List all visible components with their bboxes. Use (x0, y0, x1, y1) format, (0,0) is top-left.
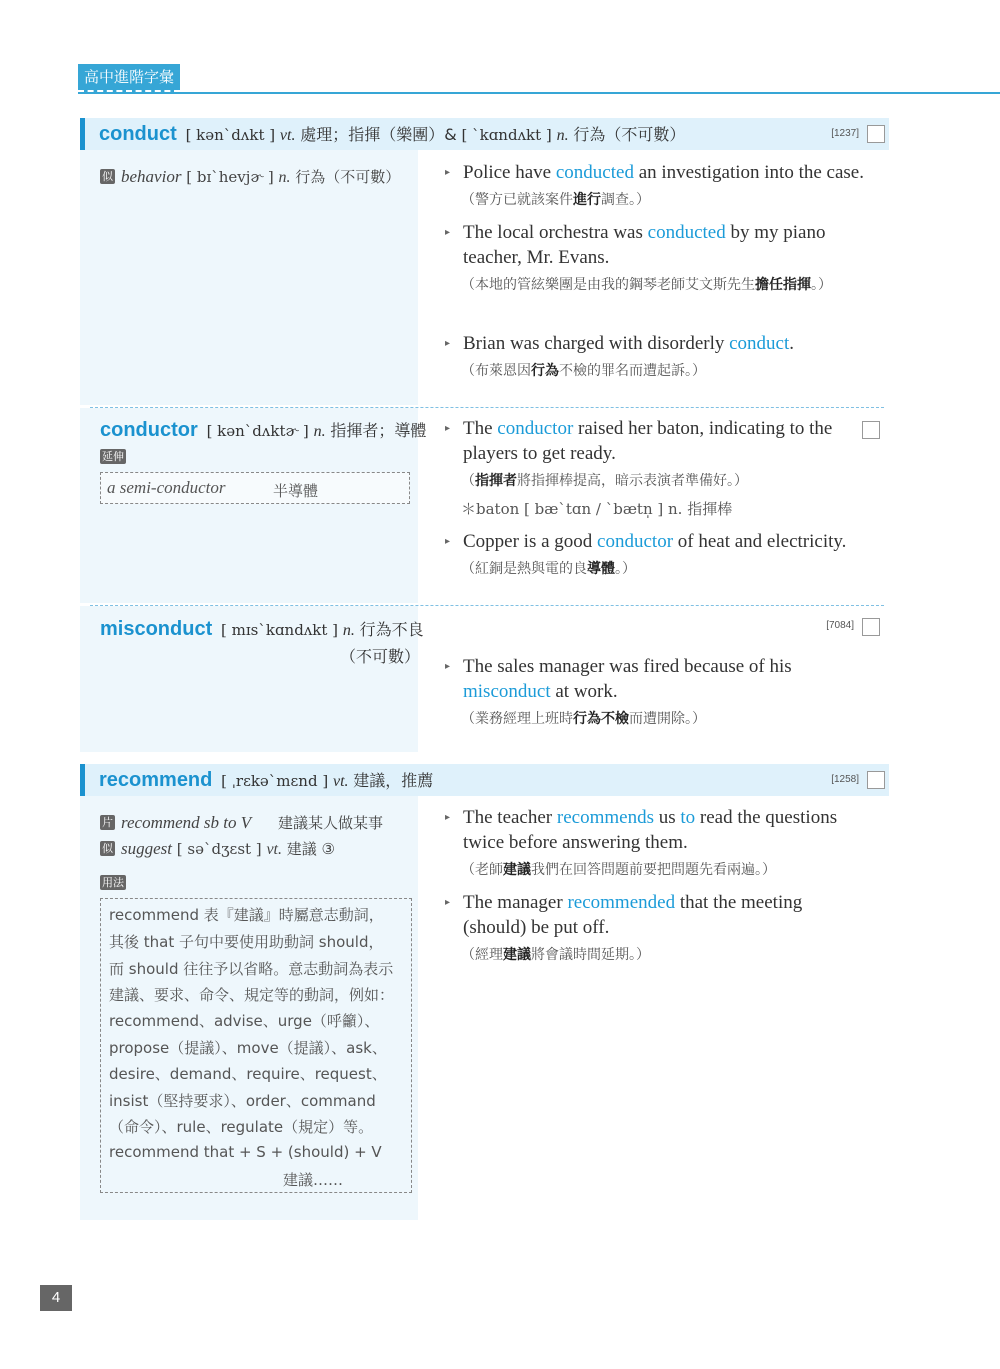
synonym-meaning: 行為（不可數） (295, 168, 401, 186)
header-rule (78, 92, 1000, 94)
extension-label (100, 448, 132, 466)
example (445, 331, 875, 384)
example (445, 654, 845, 732)
example-zh: （紅銅是熱與電的良導體。） (461, 561, 636, 577)
example (445, 416, 855, 522)
review-checkbox[interactable] (862, 421, 880, 439)
usage-line: 建議、要求、命令、規定等的動詞，例如： (109, 986, 395, 1004)
example-zh: （老師建議我們在回答問題前要把問題先看兩遍。） (461, 862, 776, 878)
usage-line: 而 should 往往予以省略。意志動詞為表示 (109, 960, 394, 978)
entry-header-conduct (80, 118, 889, 150)
usage-label (100, 874, 132, 892)
usage-line: 建議…… (283, 1171, 344, 1189)
pronunciation: [ mɪs`kɑndʌkt ] (221, 621, 339, 639)
synonym-line (100, 166, 400, 187)
example-en: ▸ The sales manager was fired because of his misconduct at work. (445, 654, 845, 704)
synonym-pos: n. (278, 169, 291, 186)
part-of-speech: vt. (279, 127, 296, 144)
keyword: conductor (597, 531, 674, 552)
headword-line (99, 764, 433, 798)
example (445, 890, 835, 968)
example (445, 160, 875, 213)
synonym-pron: [ bɪ`hevjɚ ] (186, 168, 274, 186)
synonym-line (100, 838, 335, 859)
section-label: 高中進階字彙 (78, 64, 180, 92)
meaning: 建議，推薦 (353, 771, 434, 790)
keyword: conduct (729, 333, 790, 354)
example-zh: （布萊恩因行為不檢的罪名而遭起訴。） (461, 363, 706, 379)
headword-line (100, 418, 426, 442)
rank-number: [1237] (831, 128, 859, 139)
pronunciation: [ kən`dʌktɚ ] (206, 422, 309, 440)
example-en: ▸ The local orchestra was conducted by my piano teacher, Mr. Evans. (445, 220, 875, 270)
synonym-word: suggest (121, 839, 172, 858)
headword: conductor (100, 419, 198, 441)
keyword: conductor (497, 418, 574, 439)
example-zh: （指揮者將指揮棒提高，暗示表演者準備好。） (461, 473, 748, 489)
headword: misconduct (100, 618, 213, 640)
example-zh: （經理建議將會議時間延期。） (461, 947, 650, 963)
review-checkbox[interactable] (867, 771, 885, 789)
phrase-en: recommend sb to V (121, 813, 252, 832)
pronunciation-2: [ `kɑndʌkt ] (461, 126, 552, 144)
usage-line: propose（提議）、move（提議）、ask、 (109, 1039, 387, 1057)
example (445, 220, 875, 298)
phrase-line (100, 812, 383, 833)
usage-line: （命令）、rule、regulate（規定）等。 (109, 1118, 374, 1136)
headword-line (100, 617, 424, 641)
keyword: recommended (567, 892, 676, 913)
example-zh: （警方已就該案件進行調查。） (461, 192, 650, 208)
usage-line: 其後 that 子句中要使用助動詞 should， (109, 933, 384, 951)
usage-line: desire、demand、require、request、 (109, 1065, 387, 1083)
extension-badge: 延伸 (102, 450, 124, 463)
example (445, 529, 875, 582)
extension-en: a semi-conductor (107, 478, 226, 497)
phrase-zh: 建議某人做某事 (277, 814, 383, 832)
vocab-note: ＊baton [ bæ`tɑn / `bætn̩ ] n. 指揮棒 (461, 500, 733, 518)
phrase-badge: 片 (102, 816, 113, 829)
usage-line: recommend、advise、urge（呼籲）、 (109, 1012, 380, 1030)
synonym-badge: 似 (102, 170, 113, 183)
entry-header-recommend (80, 764, 889, 796)
pronunciation: [ kən`dʌkt ] (185, 126, 276, 144)
review-checkbox[interactable] (867, 125, 885, 143)
example-en: ▸ Brian was charged with disorderly conduct. (445, 331, 875, 356)
example-en: ▸ Copper is a good conductor of heat and electricity. (445, 529, 875, 554)
meaning: 處理；指揮（樂團）& (300, 125, 457, 144)
usage-line: recommend 表『建議』時屬意志動詞， (109, 906, 384, 924)
part-of-speech: n. (313, 423, 326, 440)
meaning-note: （不可數） (340, 647, 421, 666)
keyword: conducted (555, 162, 634, 183)
usage-box (100, 898, 412, 1193)
example (445, 805, 860, 883)
extension-box (100, 472, 410, 504)
pronunciation: [ ˌrɛkə`mɛnd ] (221, 772, 329, 790)
keyword: misconduct (463, 681, 551, 702)
meaning: 行為不良 (359, 620, 424, 639)
example-en: ▸ The teacher recommends us to read the questions twice before answering them. (445, 805, 860, 855)
page-number: 4 (40, 1285, 72, 1311)
example-en: ▸ Police have conducted an investigation into the case. (445, 160, 875, 185)
synonym-pos: vt. (266, 841, 282, 858)
headword: recommend (99, 769, 213, 791)
synonym-badge: 似 (102, 842, 113, 855)
example-zh: （本地的管絃樂團是由我的鋼琴老師艾文斯先生擔任指揮。） (461, 277, 832, 293)
keyword: recommends (556, 807, 654, 828)
extension-zh: 半導體 (273, 482, 319, 500)
example-zh: （業務經理上班時行為不檢而遭開除。） (461, 711, 706, 727)
headword: conduct (99, 123, 177, 145)
usage-line: recommend that + S + (should) + V (109, 1143, 382, 1161)
left-panel-conduct (80, 150, 418, 405)
part-of-speech-2: n. (556, 127, 569, 144)
review-checkbox[interactable] (862, 618, 880, 636)
example-en: ▸ The conductor raised her baton, indicating to the players to get ready. (445, 416, 855, 466)
meaning: 指揮者；導體 (330, 421, 427, 440)
keyword: conducted (647, 222, 726, 243)
rank-number: [7084] (826, 620, 854, 631)
rank-number: [1258] (831, 774, 859, 785)
example-en: ▸ The manager recommended that the meeting (should) be put off. (445, 890, 835, 940)
part-of-speech: vt. (332, 773, 349, 790)
usage-line: insist（堅持要求）、order、command (109, 1092, 376, 1110)
headword-line (99, 118, 685, 152)
usage-badge: 用法 (102, 876, 124, 889)
synonym-word: behavior (121, 167, 182, 186)
synonym-meaning: 建議 ③ (286, 840, 335, 858)
synonym-pron: [ sə`dʒɛst ] (176, 840, 262, 858)
meaning-2: 行為（不可數） (573, 125, 686, 144)
part-of-speech: n. (342, 622, 355, 639)
keyword: to (680, 807, 696, 828)
